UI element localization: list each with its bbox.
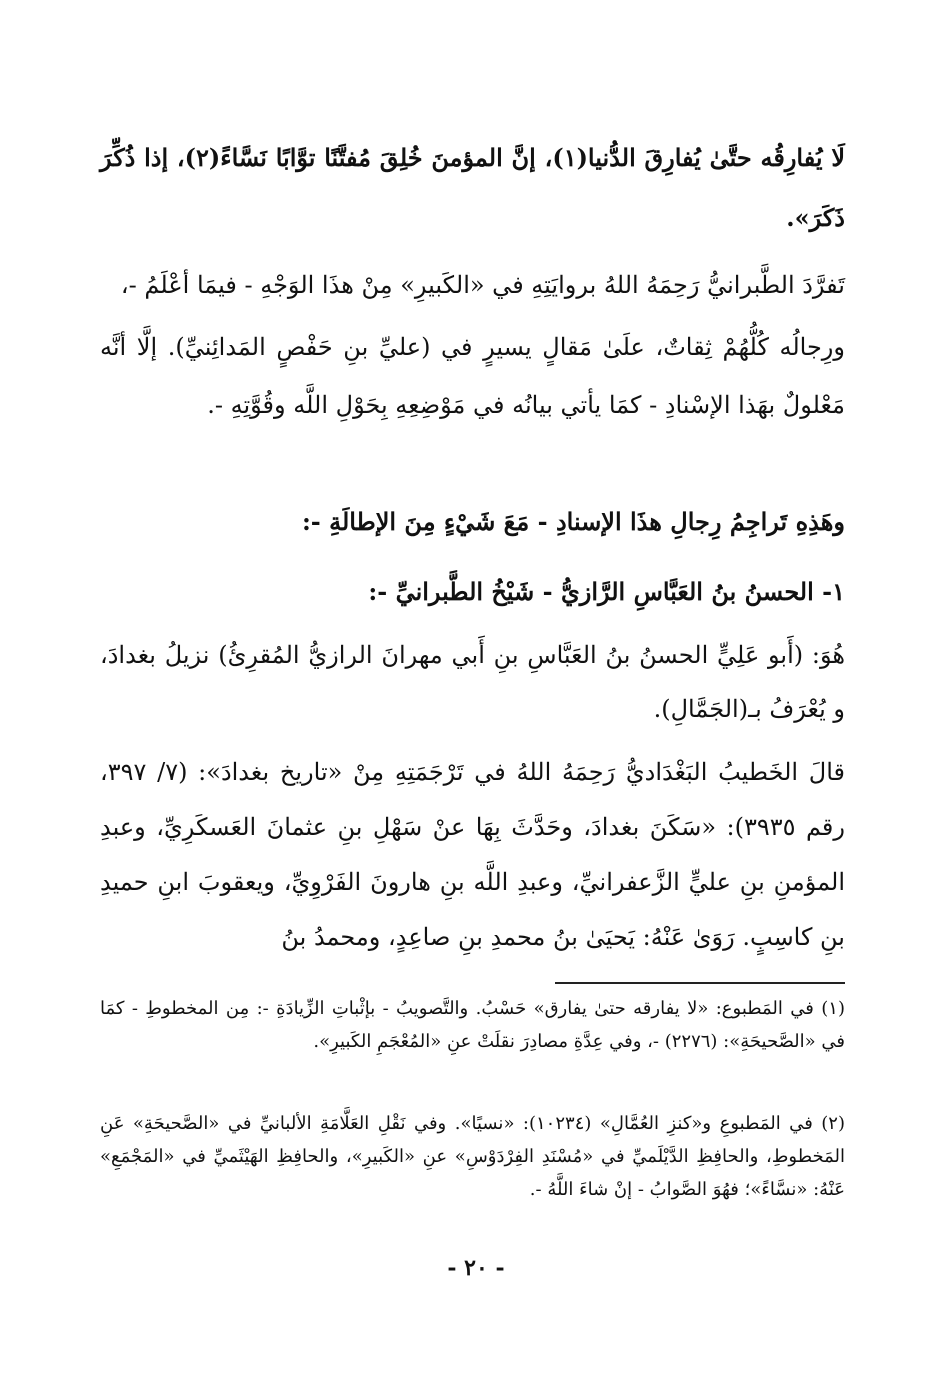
commentary-paragraph-narrators: ورِجالُه كُلُّهُمْ ثِقاتٌ، علَىٰ مَقالٍ يسيرٍ في (عليِّ بنِ حَفْصٍ المَدائِنيِّ). إلَّا أنَّه مَعْلولٌ بهَذا الإسْنادِ - كمَا يأتي بيانُه في مَوْضِعِهِ بِحَوْلِ اللَّه وقُوَّتِهِ -.	[100, 333, 845, 419]
khatib-quote-paragraph: قالَ الخَطيبُ البَغْدَاديُّ رَحِمَهُ اللهُ في تَرْجَمَتِهِ مِنْ «تاريخ بغدادَ»: (٧/ ٣٩٧، رقم ٣٩٣٥): «سَكَنَ بغدادَ، وحَدَّثَ بِهَا عنْ سَهْلِ بنِ عثمانَ العَسكَرِيِّ، وعبدِ المؤمنِ بنِ عليٍّ الزَّعفرانيِّ، وعبدِ اللَّه بنِ هارونَ الفَرْوِيِّ، ويعقوبَ ابنِ حميدِ بنِ كاسِبٍ. رَوَىٰ عَنْهُ: يَحيَىٰ بنُ محمدِ بنِ صاعِدٍ، ومحمدُ بنُ	[100, 758, 845, 951]
footnote-separator	[555, 982, 845, 984]
section-intro-heading: وهَذِهِ تَراجِمُ رِجالِ هذَا الإسنادِ - مَعَ شَيْءٍ مِنَ الإطالَةِ -:	[301, 507, 845, 536]
commentary-paragraph-uniqueness: تَفرَّدَ الطَّبرانيُّ رَحِمَهُ اللهُ بروايَتِهِ في «الكَبيرِ» مِنْ هذَا الوَجْهِ - فيمَا أعْلَمُ -،	[120, 271, 845, 299]
footnote-2: (٢) في المَطبوعِ و«كنزِ العُمَّالِ» (١٠٢٣٤): «نسيًا». وفي نَقْلِ العَلَّامَةِ الألبانيِّ في «الصَّحيحَةِ» عَنِ المَخطوطِ، والحافِظِ الدَّيْلَميِّ في «مُسْنَدِ الفِرْدَوْسِ» عنِ «الكَبيرِ»، والحافِظِ الهَيْثَميِّ في «المَجْمَعِ» عَنْهُ: «نسَّاءً»؛ فهُوَ الصَّوابُ - إنْ شاءَ اللَّهُ -.	[100, 1113, 845, 1200]
narrator-heading-1: ١- الحسنُ بنُ العَبَّاسِ الرَّازيُّ - شَيْخُ الطَّبرانيِّ -:	[368, 577, 845, 606]
narrator-identity-paragraph: هُوَ: (أَبو عَلِيٍّ الحسنُ بنُ العَبَّاسِ بنِ أَبي مهرانَ الرازيُّ المُقرِئُ) نزيلُ بغدادَ، و يُعْرَفُ بـ(الجَمَّالِ).	[100, 641, 845, 723]
footnote-1: (١) في المَطبوع: «لا يفارقه حتىٰ يفارق» حَسْبُ. والتَّصويبُ - بإثْباتِ الزِّيادَةِ -: مِن المخطوطِ - كمَا في «الصَّحيحَةِ»: (٢٢٧٦) -، وفي عِدَّةِ مصادِرَ نقلَتْ عنِ «المُعْجَمِ الكَبيرِ».	[100, 998, 845, 1052]
hadith-text-paragraph: لَا يُفارِقُه حتَّىٰ يُفارِقَ الدُّنيا(١)، إنَّ المؤمنَ خُلِقَ مُفتَّنًا توَّابًا نَسَّاءً(٢)، إذا ذُكِّرَ ذَكَرَ».	[100, 143, 845, 232]
page-number: - ٢٠ -	[447, 1255, 505, 1281]
